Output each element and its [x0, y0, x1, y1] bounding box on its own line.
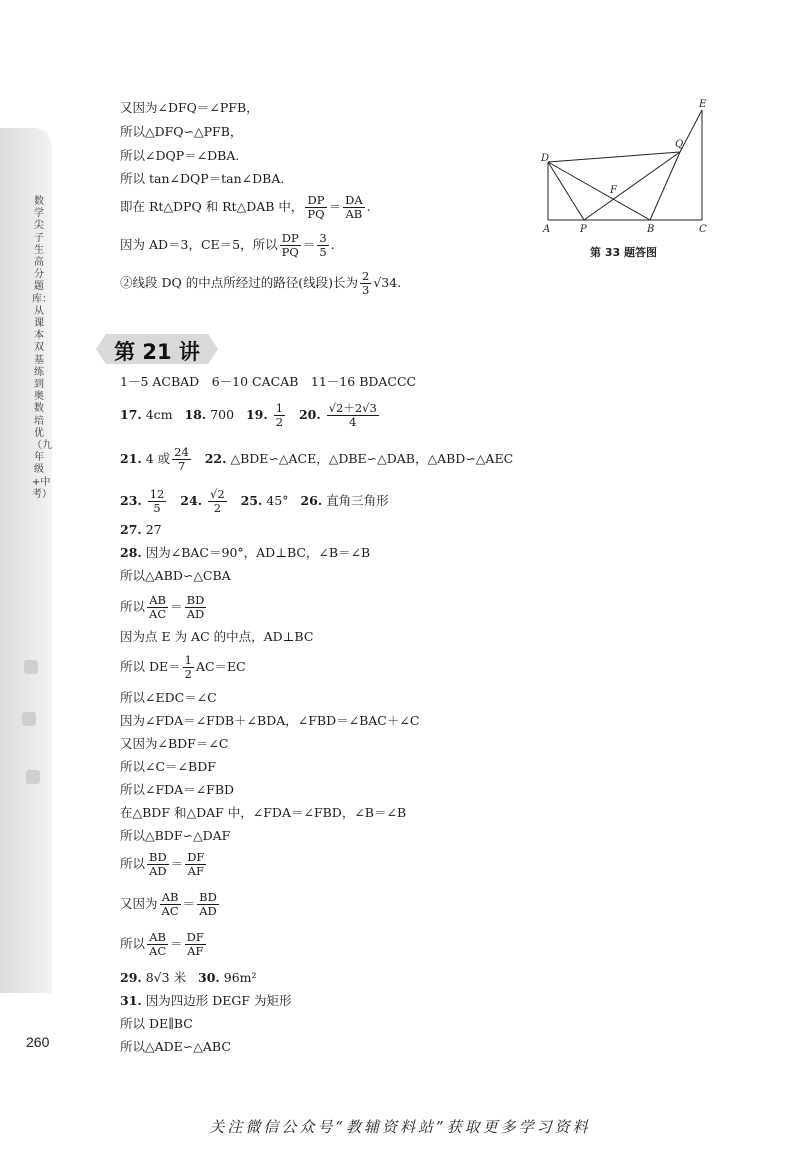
question-number: 31. — [120, 993, 142, 1008]
answer-value: 直角三角形 — [326, 493, 389, 508]
question-number: 22. — [204, 451, 227, 466]
page-number: 260 — [26, 1034, 50, 1050]
fraction — [148, 488, 167, 515]
equals: ＝ — [170, 599, 183, 614]
denominator: 7 — [177, 459, 186, 473]
text-line: 所以△DFQ∽△PFB， — [120, 124, 243, 139]
text-line: 所以 DE∥BC — [120, 1016, 193, 1031]
answer-value: 45° — [266, 493, 289, 508]
numerator: 12 — [149, 487, 165, 501]
text-segment: ②线段 DQ 的中点所经过的路径(线段)长为 — [120, 275, 358, 290]
heading-text: 第 21 讲 — [114, 340, 200, 364]
text-line: 因为点 E 为 AC 的中点，AD⊥BC — [120, 629, 314, 644]
figure-caption: 第 33 题答图 — [590, 246, 657, 259]
question-number: 30. — [198, 970, 220, 985]
text-line: 所以∠EDC＝∠C — [120, 690, 217, 705]
question-number: 17. — [120, 407, 142, 422]
question-number: 24. — [180, 493, 203, 508]
segment-QE — [680, 110, 702, 152]
numerator: 2 — [361, 269, 370, 283]
numerator: AB — [147, 931, 168, 945]
question-number: 29. — [120, 970, 142, 985]
segment-DQ — [548, 152, 680, 162]
side-decoration — [24, 660, 38, 674]
numerator: DP — [305, 194, 326, 208]
label-F: F — [610, 185, 617, 196]
radical: √34 — [373, 275, 398, 290]
answer-line — [120, 993, 292, 1009]
denominator: 4 — [349, 415, 357, 429]
numerator: √2＋2√3 — [328, 401, 377, 415]
question-number: 27. — [120, 522, 142, 537]
label-A: A — [543, 224, 551, 235]
segment-DP — [548, 162, 584, 220]
answer-line — [120, 970, 257, 986]
text-segment: AC＝EC — [195, 659, 246, 674]
label-C: C — [699, 224, 707, 235]
footer-note: 关注微信公众号“教辅资料站”获取更多学习资料 — [209, 1118, 591, 1136]
numerator: DA — [345, 193, 363, 207]
answer-value: △BDE∽△ACE，△DBE∽△DAB，△ABD∽△AEC — [230, 451, 514, 466]
side-decoration — [22, 712, 36, 726]
answer-value: 因为∠BAC＝90°，AD⊥BC，∠B＝∠B — [145, 545, 371, 560]
text-line: 所以∠DQP＝∠DBA. — [120, 148, 240, 163]
fraction — [280, 232, 301, 259]
numerator: DF — [186, 930, 204, 944]
denominator: AB — [345, 207, 363, 221]
equals: ＝ — [170, 856, 184, 871]
fraction — [185, 594, 207, 621]
answer-value: 因为四边形 DEGF 为矩形 — [145, 993, 292, 1008]
side-decoration — [26, 770, 40, 784]
question-number: 23. — [120, 493, 142, 508]
text-line — [120, 931, 208, 958]
fraction — [274, 402, 285, 429]
numerator: BD — [149, 850, 167, 864]
denominator: AC — [149, 944, 167, 958]
numerator: DF — [187, 850, 205, 864]
fraction — [172, 446, 191, 473]
label-B: B — [647, 224, 655, 235]
denominator: AF — [187, 944, 204, 958]
question-number: 18. — [184, 407, 207, 422]
text-line: 所以△ABD∽△CBA — [120, 568, 231, 583]
period: . — [397, 275, 402, 290]
lecture-heading — [96, 334, 218, 364]
label-Q: Q — [675, 139, 684, 150]
fraction — [147, 594, 168, 621]
fraction — [183, 654, 194, 681]
fraction — [305, 194, 326, 221]
answer-value: 27 — [145, 522, 162, 537]
period: . — [366, 199, 371, 214]
answer-line — [120, 488, 389, 515]
answer-line: 1－5 ACBAD 6－10 CACAB 11－16 BDACCC — [120, 374, 417, 389]
question-number: 26. — [300, 493, 323, 508]
numerator: AB — [147, 594, 168, 608]
fraction — [327, 402, 379, 429]
denominator: 3 — [361, 283, 370, 297]
text-segment: 所以 DE＝ — [120, 659, 181, 674]
text-line: 又因为∠BDF＝∠C — [120, 736, 229, 751]
fraction — [197, 891, 219, 918]
denominator: AF — [187, 864, 204, 878]
question-number: 25. — [240, 493, 263, 508]
text-segment: 即在 Rt△DPQ 和 Rt△DAB 中， — [120, 199, 304, 214]
answer-value: 8√3 米 — [145, 970, 187, 985]
text-line — [120, 654, 246, 681]
numerator: 24 — [174, 445, 189, 459]
denominator: 5 — [153, 501, 161, 515]
text-line — [120, 232, 335, 259]
period: . — [330, 237, 335, 252]
label-P: P — [580, 224, 587, 235]
numerator: √2 — [210, 487, 225, 501]
numerator: DP — [280, 232, 301, 246]
answer-value: 4cm — [145, 407, 173, 422]
text-line: 所以∠C＝∠BDF — [120, 759, 216, 774]
denominator: 2 — [213, 501, 222, 515]
geometry-figure — [538, 96, 718, 236]
denominator: 2 — [184, 667, 192, 681]
answer-value: 4 或 — [145, 451, 171, 466]
fraction — [185, 851, 206, 878]
denominator: PQ — [307, 207, 325, 221]
text-segment: 所以 — [120, 936, 146, 951]
text-line — [120, 594, 208, 621]
numerator: BD — [186, 593, 205, 607]
denominator: AC — [149, 607, 167, 621]
equals: ＝ — [328, 199, 342, 214]
denominator: AD — [186, 607, 205, 621]
question-number: 20. — [298, 407, 321, 422]
text-line — [120, 891, 221, 918]
answer-line — [120, 522, 162, 538]
label-D: D — [541, 153, 550, 164]
fraction — [208, 488, 227, 515]
answer-line — [120, 446, 513, 473]
answer-value: 700 — [210, 407, 235, 422]
denominator: AC — [161, 904, 179, 918]
denominator: AD — [199, 904, 217, 918]
answer-line — [120, 545, 370, 561]
answer-value: 96m² — [223, 970, 257, 985]
text-line: 所以∠FDA＝∠FBD — [120, 782, 235, 797]
text-segment: 又因为 — [120, 896, 158, 911]
text-segment: 所以 — [120, 599, 146, 614]
book-title-vertical: 数学尖子生高分题库：从课本双基练到奥数培优（九年级+中考） — [32, 196, 52, 500]
fraction — [343, 194, 365, 221]
denominator: AD — [149, 864, 167, 878]
numerator: AB — [160, 891, 181, 905]
text-line: 又因为∠DFQ＝∠PFB， — [120, 100, 259, 115]
numerator: BD — [199, 890, 217, 904]
text-line: 所以 tan∠DQP＝tan∠DBA. — [120, 171, 285, 186]
text-line — [120, 194, 371, 221]
fraction — [147, 851, 169, 878]
denominator: PQ — [281, 245, 299, 259]
text-line: 所以△ADE∽△ABC — [120, 1039, 231, 1054]
denominator: 5 — [319, 245, 327, 259]
numerator: 1 — [275, 401, 284, 415]
fraction — [147, 931, 168, 958]
answer-line — [120, 402, 381, 429]
label-E: E — [699, 99, 707, 110]
question-number: 21. — [120, 451, 142, 466]
question-number: 19. — [245, 407, 268, 422]
question-number: 28. — [120, 545, 142, 560]
equals: ＝ — [302, 237, 316, 252]
fraction — [185, 931, 206, 958]
fraction — [160, 891, 181, 918]
text-segment: 因为 AD＝3，CE＝5，所以 — [120, 237, 278, 252]
text-line: 因为∠FDA＝∠FDB＋∠BDA，∠FBD＝∠BAC＋∠C — [120, 713, 420, 728]
text-line: 在△BDF 和△DAF 中，∠FDA＝∠FBD，∠B＝∠B — [120, 805, 407, 820]
numerator: 3 — [319, 231, 327, 245]
equals: ＝ — [170, 936, 183, 951]
text-line: 所以△BDF∽△DAF — [120, 828, 231, 843]
equals: ＝ — [182, 896, 196, 911]
denominator: 2 — [275, 415, 284, 429]
fraction — [360, 270, 371, 297]
text-segment: 所以 — [120, 856, 146, 871]
text-line — [120, 270, 401, 297]
numerator: 1 — [184, 653, 192, 667]
segment-DB — [548, 162, 650, 220]
fraction — [317, 232, 328, 259]
text-line — [120, 851, 208, 878]
